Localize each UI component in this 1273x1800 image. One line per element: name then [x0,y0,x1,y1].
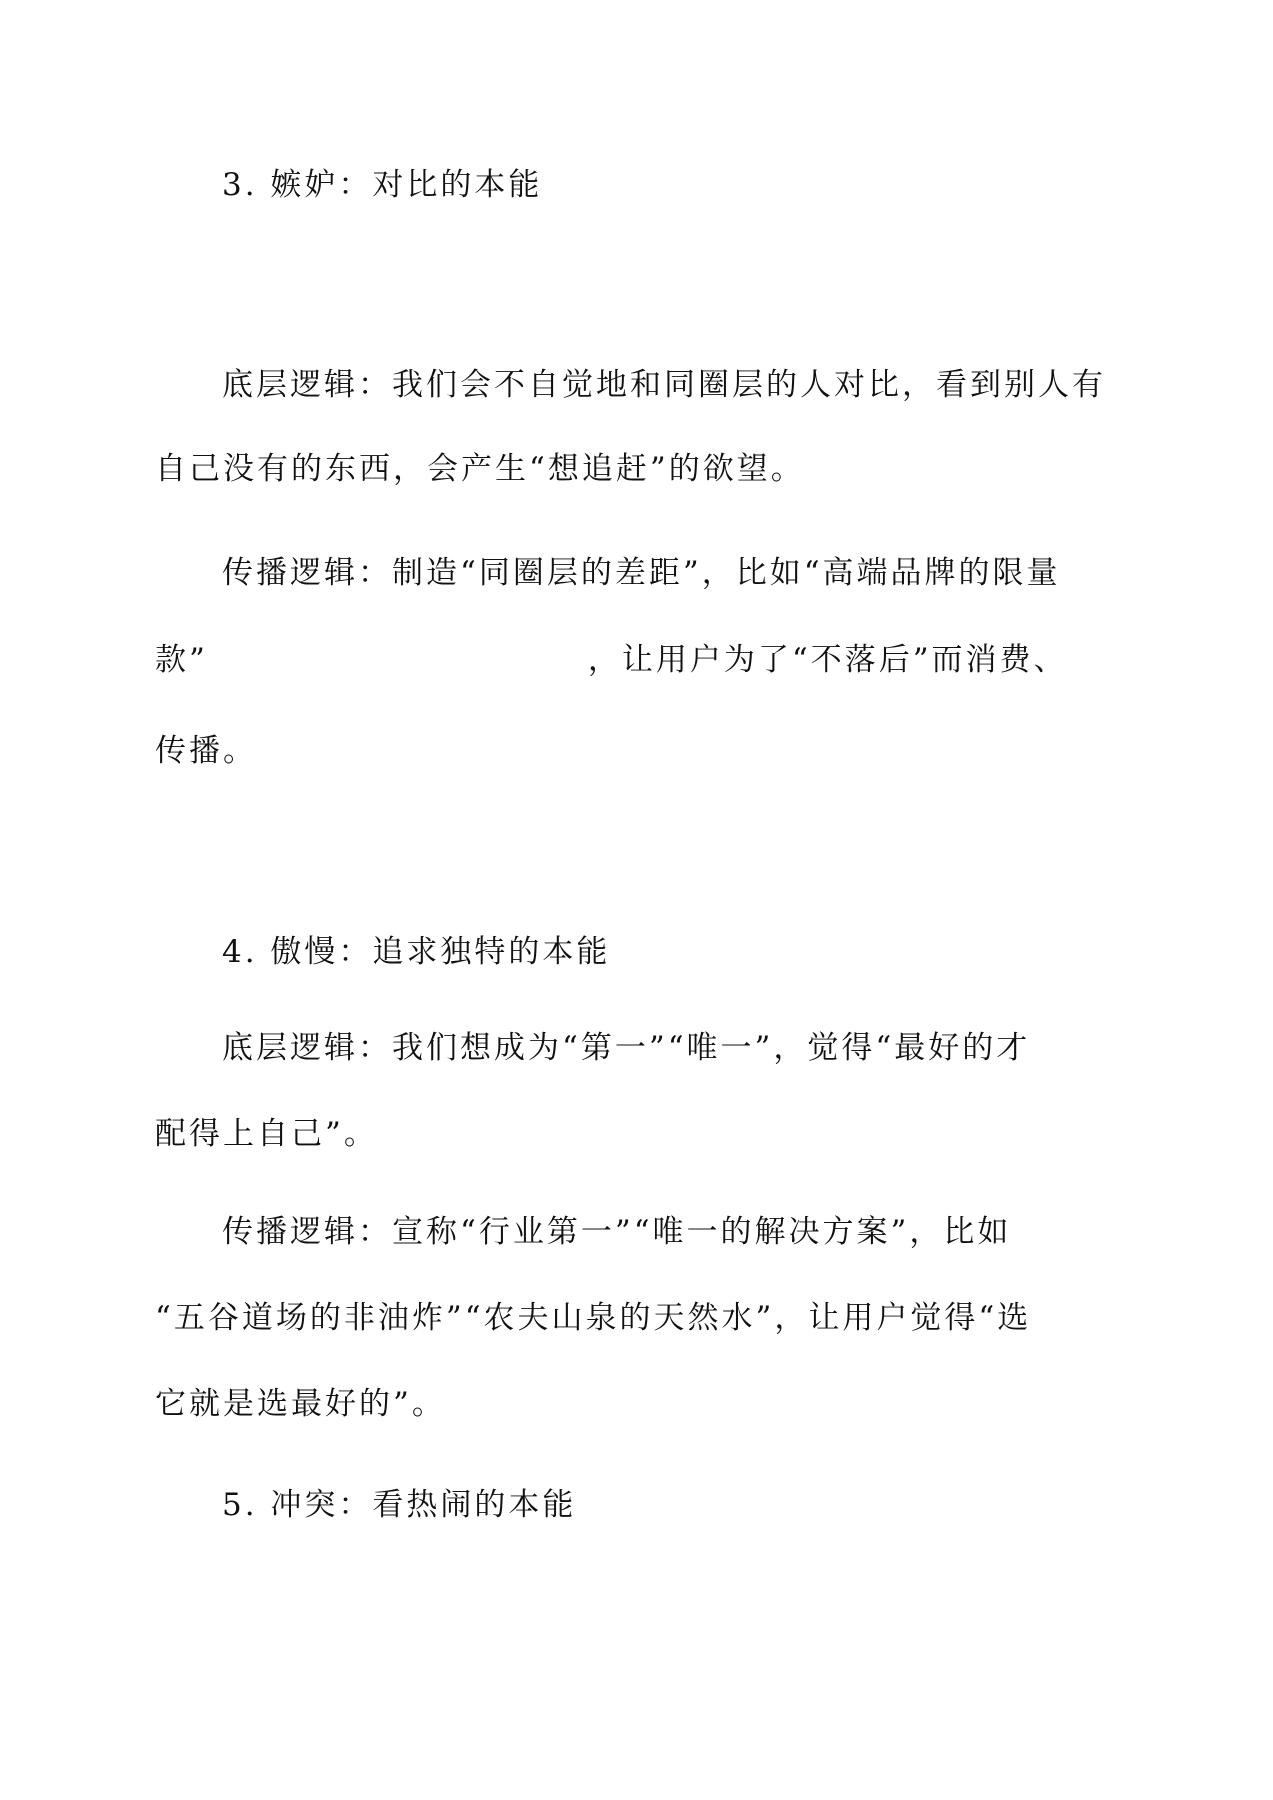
section-4-spread-logic-line-2: “五谷道场的非油炸”“农夫山泉的天然水”，让用户觉得“选 [155,1300,1032,1336]
section-4-spread-logic-line-1: 传播逻辑：宣称“行业第一”“唯一的解决方案”，比如 [222,1214,1012,1250]
section-3-spread-logic-line-3: 传播。 [155,733,257,769]
section-3-base-logic-line-1: 底层逻辑：我们会不自觉地和同圈层的人对比，看到别人有 [222,367,1106,403]
section-4-spread-logic-line-3: 它就是选最好的”。 [155,1386,446,1422]
section-3-spread-logic-line-1: 传播逻辑：制造“同圈层的差距”，比如“高端品牌的限量 [222,555,1061,591]
section-3-spread-logic-line-2-end: ，让用户为了“不落后”而消费、 [587,642,1068,678]
section-5-heading: 5. 冲突：看热闹的本能 [222,1487,577,1523]
section-3-spread-logic-line-2 [155,640,1068,680]
section-3-heading: 3. 嫉妒：对比的本能 [222,167,543,203]
section-3-spread-logic-line-2-start: 款” [155,642,208,678]
section-4-base-logic-line-1: 底层逻辑：我们想成为“第一”“唯一”，觉得“最好的才 [222,1030,1031,1066]
section-4-base-logic-line-2: 配得上自己”。 [155,1116,378,1152]
section-4-heading: 4. 傲慢：追求独特的本能 [222,934,611,970]
section-3-base-logic-line-2: 自己没有的东西，会产生“想追赶”的欲望。 [155,451,805,487]
